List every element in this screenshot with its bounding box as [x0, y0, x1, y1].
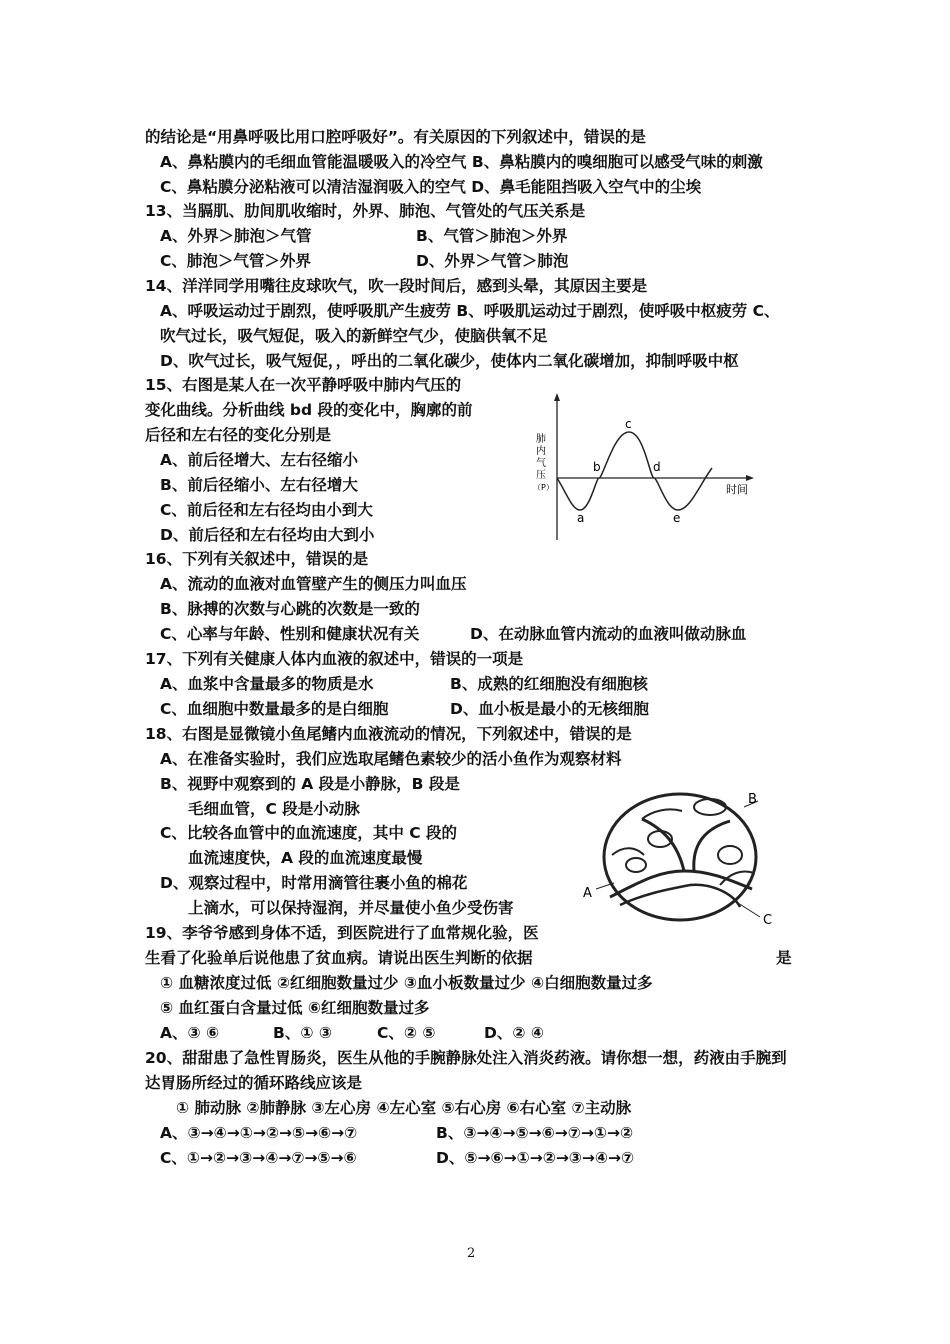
option-c: C、血细胞中数量最多的是白细胞	[160, 700, 389, 718]
lung-pressure-chart	[530, 392, 766, 542]
option-c: C、比较各血管中的血流速度，其中 C 段的	[160, 824, 458, 842]
y-label: 肺	[536, 434, 546, 445]
option-a: A、③ ⑥	[160, 1024, 220, 1042]
option-d: D、血小板是最小的无核细胞	[450, 700, 649, 718]
text-line: 生看了化验单后说他患了贫血病。请说出医生判断的依据	[145, 949, 533, 967]
question-15: 15、右图是某人在一次平静呼吸中肺内气压的	[145, 376, 462, 394]
option-b: B、前后径缩小、左右径增大	[160, 476, 358, 494]
option-a: A、血浆中含量最多的物质是水	[160, 675, 374, 693]
point-label-c: c	[625, 417, 632, 431]
option-line: C、鼻粘膜分泌粘液可以清洁湿润吸入的空气 D、鼻毛能阻挡吸入空气中的尘埃	[160, 178, 702, 196]
option-d: D、② ④	[484, 1024, 545, 1042]
option-line: A、呼吸运动过于剧烈，使呼吸肌产生疲劳 B、呼吸肌运动过于剧烈，使呼吸中枢疲劳 C、	[160, 302, 780, 320]
option-line: 吹气过长，吸气短促，吸入的新鲜空气少，使脑供氧不足	[160, 327, 548, 345]
fish-tail-microscope-figure	[580, 785, 780, 930]
option-b: B、成熟的红细胞没有细胞核	[450, 675, 648, 693]
option-a: A、外界＞肺泡＞气管	[160, 227, 312, 245]
option-a: A、③→④→①→②→⑤→⑥→⑦	[160, 1124, 358, 1142]
text-fragment: 是	[776, 949, 792, 967]
question-18: 18、右图是显微镜小鱼尾鳍内血液流动的情况，下列叙述中，错误的是	[145, 725, 632, 743]
option-line: A、鼻粘膜内的毛细血管能温暖吸入的冷空气 B、鼻粘膜内的嗅细胞可以感受气味的刺激	[160, 153, 763, 171]
label-b: B	[748, 792, 757, 807]
point-label-a: a	[577, 511, 585, 525]
choice-list: ⑤ 血红蛋白含量过低 ⑥红细胞数量过多	[160, 999, 430, 1017]
question-20: 20、甜甜患了急性胃肠炎，医生从他的手腕静脉处注入消炎药液。请你想一想，药液由手腕到	[145, 1049, 787, 1067]
question-17: 17、下列有关健康人体内血液的叙述中，错误的一项是	[145, 650, 524, 668]
option-c: C、前后径和左右径均由小到大	[160, 501, 373, 519]
text-line: 变化曲线。分析曲线 bd 段的变化中，胸廓的前	[145, 401, 473, 419]
option-a: A、前后径增大、左右径缩小	[160, 451, 358, 469]
pointer-line	[738, 903, 760, 917]
text-line: 达胃肠所经过的循环路线应该是	[145, 1074, 363, 1092]
option-a: A、流动的血液对血管壁产生的侧压力叫血压	[160, 575, 467, 593]
option-b: B、脉搏的次数与心跳的次数是一致的	[160, 600, 420, 618]
option-b: B、③→④→⑤→⑥→⑦→①→②	[436, 1124, 634, 1142]
point-label-d: d	[653, 460, 661, 474]
question-19: 19、李爷爷感到身体不适，到医院进行了血常规化验，医	[145, 924, 539, 942]
option-b: B、① ③	[273, 1024, 332, 1042]
option-c-cont: 血流速度快，A 段的血流速度最慢	[188, 849, 423, 867]
option-d: D、吹气过长，吸气短促，，呼出的二氧化碳少，使体内二氧化碳增加，抑制呼吸中枢	[160, 352, 739, 370]
question-14: 14、洋洋同学用嘴往皮球吹气，吹一段时间后，感到头晕，其原因主要是	[145, 277, 648, 295]
text-line: 后径和左右径的变化分别是	[145, 426, 332, 444]
option-b: B、气管＞肺泡＞外界	[416, 227, 568, 245]
x-label: 时间	[726, 483, 748, 496]
option-d: D、观察过程中，时常用滴管往裹小鱼的棉花	[160, 874, 468, 892]
choice-list: ① 肺动脉 ②肺静脉 ③左心房 ④左心室 ⑤右心房 ⑥右心室 ⑦主动脉	[176, 1099, 632, 1117]
y-label: 压	[536, 470, 546, 481]
y-label: 内	[536, 446, 546, 457]
option-c: C、② ⑤	[377, 1024, 436, 1042]
page-number: 2	[467, 1246, 476, 1261]
option-d: D、⑤→⑥→①→②→③→④→⑦	[436, 1149, 635, 1167]
point-label-e: e	[673, 511, 681, 525]
option-b: B、视野中观察到的 A 段是小静脉，B 段是	[160, 775, 460, 793]
y-axis-arrow	[554, 393, 560, 401]
label-c: C	[763, 913, 773, 928]
label-a: A	[583, 886, 592, 901]
option-c: C、①→②→③→④→⑦→⑤→⑥	[160, 1149, 357, 1167]
pressure-curve	[557, 432, 712, 510]
option-c: C、肺泡＞气管＞外界	[160, 252, 311, 270]
point-label-b: b	[593, 460, 601, 474]
text-line: 的结论是“用鼻呼吸比用口腔呼吸好”。有关原因的下列叙述中，错误的是	[145, 128, 646, 146]
x-axis-arrow	[746, 475, 754, 481]
option-b-cont: 毛细血管，C 段是小动脉	[188, 800, 360, 818]
option-a: A、在准备实验时，我们应选取尾鳍色素较少的活小鱼作为观察材料	[160, 750, 622, 768]
option-d-cont: 上滴水，可以保持湿润，并尽量使小鱼少受伤害	[188, 899, 514, 917]
option-d: D、在动脉血管内流动的血液叫做动脉血	[470, 625, 747, 643]
question-16: 16、下列有关叙述中，错误的是	[145, 550, 369, 568]
choice-list: ① 血糖浓度过低 ②红细胞数量过少 ③血小板数量过少 ④白细胞数量过多	[160, 974, 653, 992]
y-label: 气	[536, 458, 546, 469]
y-label: （P）	[533, 483, 554, 492]
question-13: 13、当膈肌、肋间肌收缩时，外界、肺泡、气管处的气压关系是	[145, 202, 586, 220]
option-d: D、外界＞气管＞肺泡	[416, 252, 569, 270]
option-d: D、前后径和左右径均由大到小	[160, 526, 375, 544]
option-c: C、心率与年龄、性别和健康状况有关	[160, 625, 420, 643]
